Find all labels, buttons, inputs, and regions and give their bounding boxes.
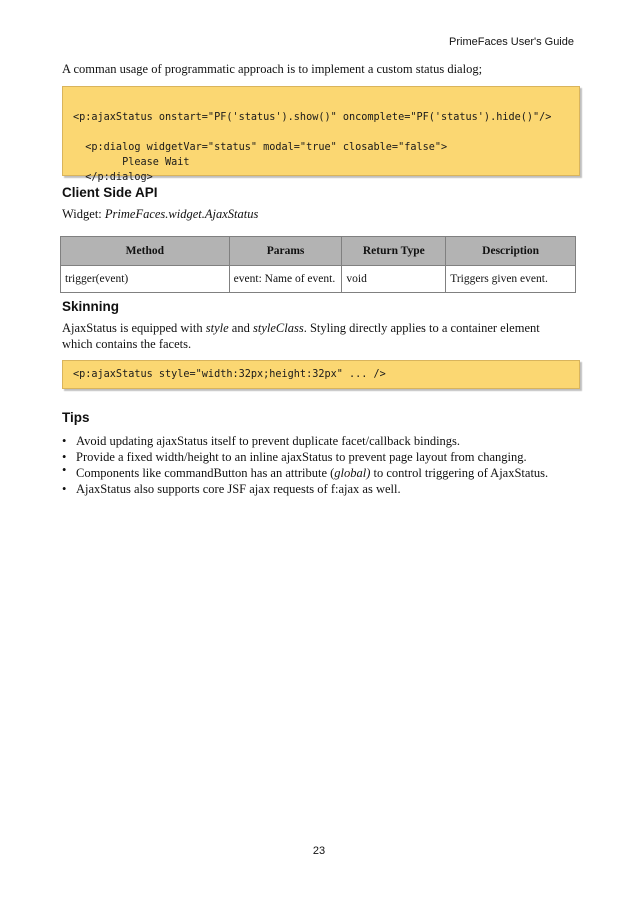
bullet: • [62, 482, 67, 496]
skinning-styleclass-term: styleClass [252, 321, 304, 335]
tip-text: Avoid updating ajaxStatus itself to prevent duplicate facet/callback bindings. [76, 434, 461, 448]
skinning-paragraph [62, 320, 582, 352]
code-line: </p:dialog> [73, 172, 153, 183]
list-item [62, 433, 548, 449]
skinning-text: AjaxStatus is equipped with [62, 321, 206, 335]
cell-description: Triggers given event. [446, 266, 576, 293]
tip-text: to control triggering of AjaxStatus. [370, 466, 549, 480]
code-line: <p:ajaxStatus onstart="PF('status').show()" oncomplete="PF('status').hide()"/> [73, 112, 552, 123]
skinning-text: and [228, 321, 253, 335]
code-line [73, 125, 569, 140]
page-number: 23 [312, 845, 326, 857]
skinning-text: which contains the facets. [62, 337, 192, 351]
tip-text: Provide a fixed width/height to an inline ajaxStatus to prevent page layout from changing. [76, 450, 527, 464]
code-line: <p:ajaxStatus style="width:32px;height:32px" ... /> [73, 369, 386, 380]
list-item [62, 481, 548, 497]
skinning-heading: Skinning [62, 299, 119, 314]
code-block-skinning [62, 360, 580, 389]
skinning-style-term: style [205, 321, 229, 335]
running-header: PrimeFaces User's Guide [449, 36, 574, 48]
column-header-params: Params [229, 237, 342, 266]
code-block-status-dialog [62, 86, 580, 183]
cell-method: trigger(event) [61, 266, 230, 293]
tips-list [62, 433, 548, 497]
tips-heading: Tips [62, 410, 90, 425]
tip-text: Components like commandButton has an attribute ( [76, 466, 335, 480]
column-header-method: Method [61, 237, 230, 266]
widget-prefix: Widget: [62, 207, 105, 221]
list-item [62, 449, 548, 465]
skinning-text: . Styling directly applies to a container element [303, 321, 540, 335]
column-header-description: Description [446, 237, 576, 266]
cell-return-type: void [342, 266, 446, 293]
bullet: • [62, 450, 67, 464]
client-api-heading: Client Side API [62, 185, 158, 200]
tip-text: AjaxStatus also supports core JSF ajax requests of f:ajax as well. [76, 482, 401, 496]
list-item [62, 465, 548, 481]
code-line: <p:dialog widgetVar="status" modal="true" closable="false"> [73, 142, 448, 153]
bullet: • [62, 434, 67, 448]
column-header-return-type: Return Type [342, 237, 446, 266]
widget-line [62, 206, 582, 222]
cell-params: event: Name of event. [229, 266, 342, 293]
tip-emphasis: global) [334, 466, 371, 480]
bullet: • [62, 463, 67, 477]
intro-paragraph: A comman usage of programmatic approach is to implement a custom status dialog; [62, 62, 483, 76]
code-line: Please Wait [73, 157, 190, 168]
table-header-row [61, 237, 576, 266]
table-row [61, 266, 576, 293]
client-api-table [60, 236, 576, 293]
widget-name: PrimeFaces.widget.AjaxStatus [104, 207, 259, 221]
